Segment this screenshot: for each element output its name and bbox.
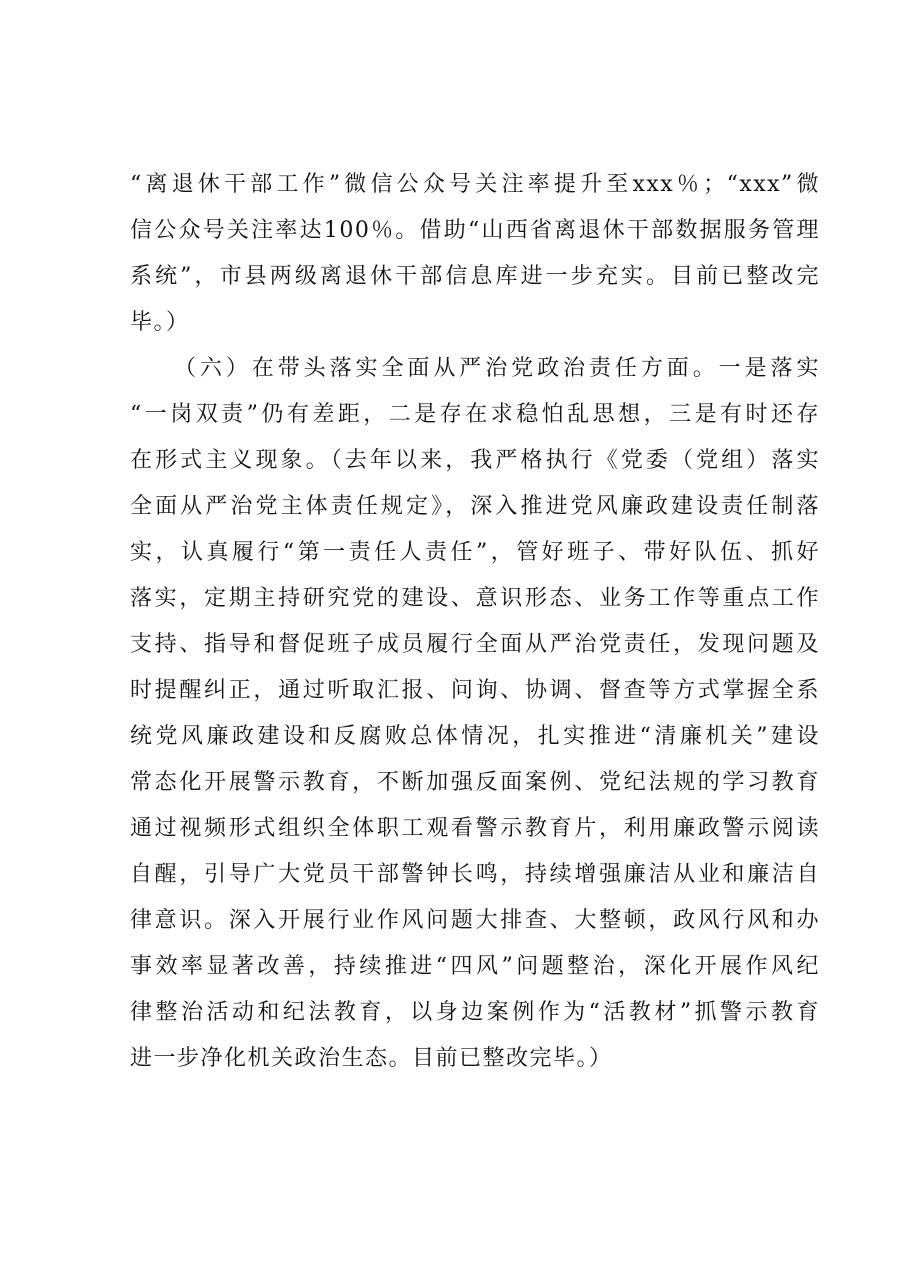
text-line: 自醒，引导广大党员干部警钟长鸣，持续增强廉洁从业和廉洁自	[130, 862, 820, 887]
text-line: 落实，定期主持研究党的建设、意识形态、业务工作等重点工作	[130, 586, 820, 611]
text-line: 实，认真履行“第一责任人责任”，管好班子、带好队伍、抓好	[130, 540, 820, 565]
text-line: 时提醒纠正，通过听取汇报、问询、协调、督查等方式掌握全系	[130, 678, 820, 703]
text-line: 进一步净化机关政治生态。目前已整改完毕。）	[130, 1046, 613, 1071]
text-line: 通过视频形式组织全体职工观看警示教育片，利用廉政警示阅读	[130, 816, 820, 841]
text-line: 统党风廉政建设和反腐败总体情况，扎实推进“清廉机关”建设	[130, 724, 820, 749]
text-line: 支持、指导和督促班子成员履行全面从严治党责任，发现问题及	[130, 632, 820, 657]
text-line: 系统”，市县两级离退休干部信息库进一步充实。目前已整改完	[130, 264, 820, 289]
body-text	[130, 162, 820, 1082]
text-line: “一岗双责”仍有差距，二是存在求稳怕乱思想，三是有时还存	[130, 402, 820, 427]
text-line: 在形式主义现象。（去年以来，我严格执行《党委（党组）落实	[130, 448, 820, 473]
text-line: 信公众号关注率达100％。借助“山西省离退休干部数据服务管理	[130, 218, 820, 243]
text-line: “离退休干部工作”微信公众号关注率提升至xxx％；“xxx”微	[130, 172, 820, 197]
text-line: 事效率显著改善，持续推进“四风”问题整治，深化开展作风纪	[130, 954, 820, 979]
section-heading-line: （六）在带头落实全面从严治党政治责任方面。一是落实	[174, 356, 820, 381]
text-line: 全面从严治党主体责任规定》，深入推进党风廉政建设责任制落	[130, 494, 820, 519]
text-line: 律整治活动和纪法教育，以身边案例作为“活教材”抓警示教育	[130, 1000, 820, 1025]
text-line: 常态化开展警示教育，不断加强反面案例、党纪法规的学习教育	[130, 770, 820, 795]
text-line: 律意识。深入开展行业作风问题大排查、大整顿，政风行风和办	[130, 908, 820, 933]
text-line: 毕。）	[130, 310, 190, 335]
